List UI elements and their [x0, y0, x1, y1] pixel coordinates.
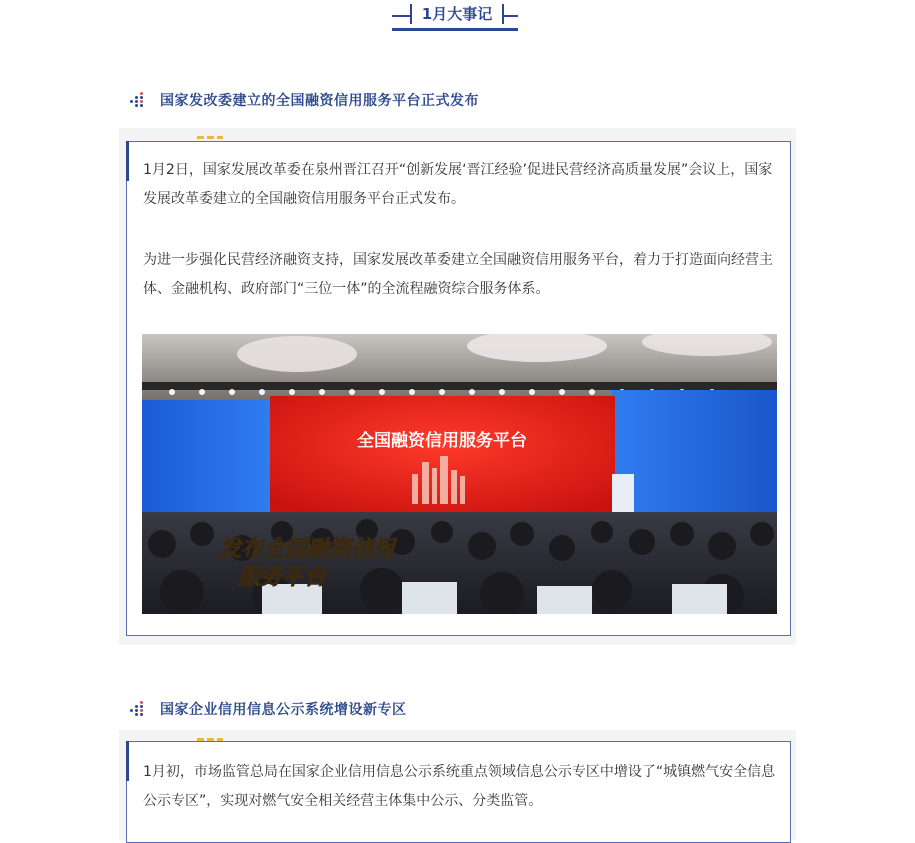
- badge-underline: [392, 28, 518, 31]
- section-heading-1: [130, 90, 479, 110]
- badge-right-line: [504, 15, 518, 17]
- section-title: 国家企业信用信息公示系统增设新专区: [160, 702, 407, 718]
- card-corner-mark: [126, 141, 129, 181]
- photo-caption-line-2: 服务平台: [237, 565, 327, 590]
- page-title: 1月大事记: [421, 5, 493, 23]
- card-body: [126, 741, 791, 843]
- photo-caption-line-1: 发布全国融资信用: [218, 537, 396, 562]
- card-corner-mark: [126, 741, 129, 781]
- screen-title: 全国融资信用服务平台: [357, 431, 527, 451]
- badge-left-line: [392, 15, 410, 17]
- event-photo-illustration: [142, 334, 777, 614]
- month-header-badge: [392, 4, 518, 28]
- paragraph: 为进一步强化民营经济融资支持，国家发展改革委建立全国融资信用服务平台，着力于打造面向经营主体、金融机构、政府部门“三位一体”的全流程融资综合服务体系。: [143, 252, 773, 297]
- card-accent: [197, 136, 223, 139]
- dots-icon: [130, 701, 148, 717]
- news-card-1: [119, 128, 796, 645]
- section-title: 国家发改委建立的全国融资信用服务平台正式发布: [160, 93, 479, 109]
- news-card-2: [119, 730, 796, 840]
- card-body: [126, 141, 791, 636]
- event-photo: [142, 334, 777, 614]
- dots-icon: [130, 92, 148, 108]
- paragraph: 1月初，市场监管总局在国家企业信用信息公示系统重点领域信息公示专区中增设了“城镇燃气安全信息公示专区”，实现对燃气安全相关经营主体集中公示、分类监管。: [143, 764, 776, 809]
- section-heading-2: [130, 699, 407, 719]
- paragraph: 1月2日，国家发展改革委在泉州晋江召开“创新发展‘晋江经验’促进民营经济高质量发展”会议上，国家发展改革委建立的全国融资信用服务平台正式发布。: [143, 162, 773, 207]
